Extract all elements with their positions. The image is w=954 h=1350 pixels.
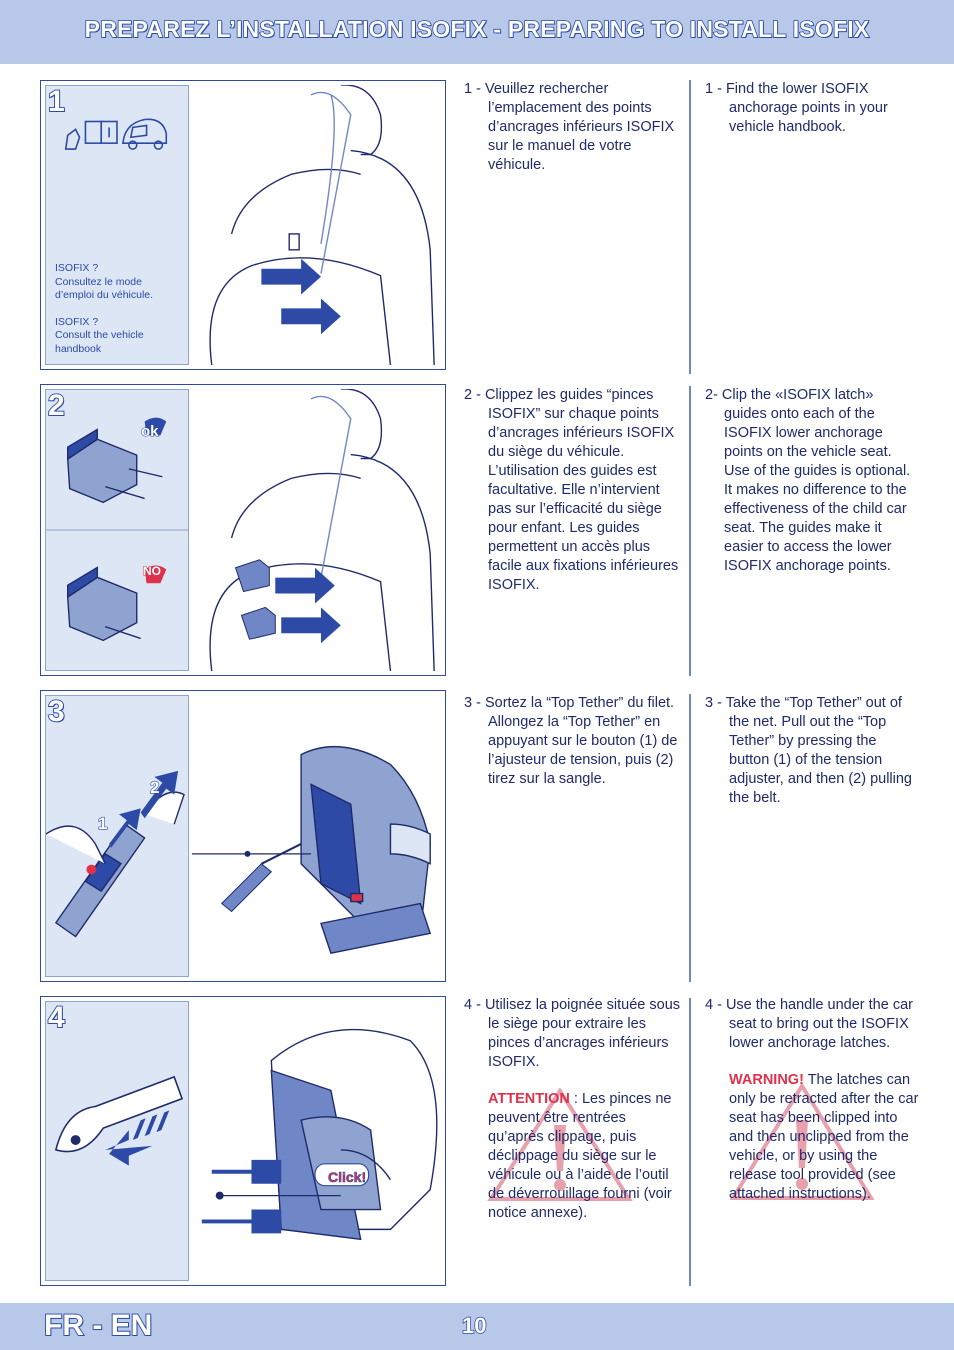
page-title: PREPAREZ L’INSTALLATION ISOFIX - PREPARING TO INSTALL ISOFIX — [84, 16, 870, 42]
no-badge: NO — [143, 564, 161, 578]
step-number: 4 — [48, 1001, 65, 1034]
step-1-text-fr: 1 - Veuillez rechercher l’emplacement des points d’ancrages inférieurs ISOFIX sur le manuel de votre véhicule. — [464, 81, 675, 173]
step-3-text-en: 3 - Take the “Top Tether” out of the net. Pull out the “Top Tether” by pressing the button (1) of the tension adjuster, and then (2) pulling the belt. — [705, 695, 912, 806]
column-divider — [689, 386, 691, 676]
step-3-text-fr: 3 - Sortez la “Top Tether” du filet. Allongez la “Top Tether” en appuyant sur le bouton (1) de l’ajusteur de tension, puis (2) tirez sur la sangle. — [464, 695, 678, 787]
step-1-panel — [40, 80, 446, 370]
vehicle-seat-illustration — [191, 85, 441, 365]
top-tether-illustration — [191, 695, 441, 977]
step-2-text-fr: 2 - Clippez les guides “pinces ISOFIX” sur chaque points d’ancrages inférieurs ISOFIX du siège du véhicule. L’utilisation des guides est facultative. Elle n’intervient pas sur l’efficacité du siège pour enfant. Les guides permettent un accès plus facile aux fixations inférieures ISOFIX. — [464, 387, 679, 593]
isofix-guides-illustration — [191, 389, 441, 671]
column-divider — [689, 694, 691, 982]
release-tool-icon — [46, 1002, 188, 1280]
seat-handle-illustration — [191, 1001, 441, 1281]
step-number: 2 — [48, 389, 65, 422]
attention-label: ATTENTION — [488, 1091, 570, 1107]
step-4-panel — [40, 996, 446, 1286]
warning-label: WARNING! — [729, 1072, 804, 1088]
isofix-guide-icons — [46, 390, 188, 670]
step-3-sidebar — [45, 695, 189, 977]
page-number: 10 — [462, 1313, 487, 1338]
column-divider — [689, 80, 691, 374]
step-1-text-en: 1 - Find the lower ISOFIX anchorage points in your vehicle handbook. — [705, 81, 888, 135]
column-divider — [689, 998, 691, 1286]
step-2-sidebar — [45, 389, 189, 671]
step-number: 3 — [48, 695, 65, 728]
click-label: Click! — [328, 1169, 367, 1185]
step-number: 1 — [48, 85, 65, 118]
isofix-side-note: ISOFIX ? Consultez le mode d’emploi du véhicule. ISOFIX ? Consult the vehicle handbook — [55, 262, 154, 355]
ok-badge: ok — [141, 423, 159, 440]
step-2-panel — [40, 384, 446, 676]
step-3-panel — [40, 690, 446, 982]
step-1-sidebar — [45, 85, 189, 365]
tension-adjuster-icon — [46, 696, 188, 976]
callout-one: 1 — [98, 814, 108, 833]
step-4-text-fr: 4 - Utilisez la poignée située sous le siège pour extraire les pinces d’ancrages inférieurs ISOFIX. ATTENTION : Les pinces ne peuvent être rentrées qu’après clippage, puis déclippage du siège sur le véhicule ou à l’aide de l’outil de déverrouillage fourni (voir notice annexe). — [464, 997, 681, 1221]
footer-band — [0, 1303, 954, 1350]
step-4-text-en: 4 - Use the handle under the car seat to bring out the ISOFIX lower anchorage latches. WARNING! The latches can only be retracted after the car seat has been clipped into and then unclipped from the vehicle, or by using the release tool provided (see attached instructions). — [705, 997, 919, 1202]
header-band — [0, 0, 954, 64]
language-label: FR - EN — [44, 1309, 153, 1342]
callout-two: 2 — [150, 778, 160, 797]
step-4-sidebar — [45, 1001, 189, 1281]
step-2-text-en: 2- Clip the «ISOFIX latch» guides onto each of the ISOFIX lower anchorage points on the vehicle seat. Use of the guides is optional. It makes no difference to the effectiveness of the child car seat. The guides make it easier to access the lower ISOFIX anchorage points. — [705, 387, 911, 574]
